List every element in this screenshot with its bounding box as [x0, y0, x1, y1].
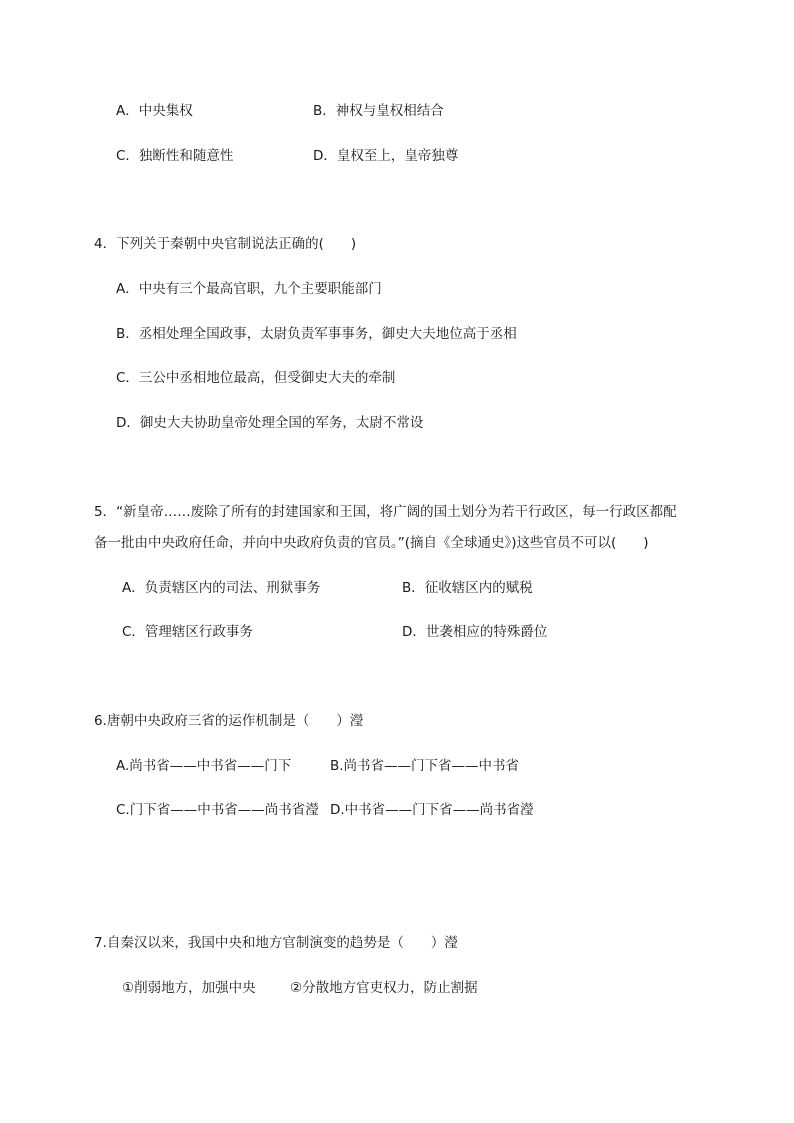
q5-option-a: A．负责辖区内的司法、刑狱事务 — [122, 580, 321, 596]
q5-stem-line2: 备一批由中央政府任命，并向中央政府负责的官员。”(摘自《全球通史》)这些官员不可以( ) — [94, 535, 649, 551]
q3-option-a: A．中央集权 — [116, 103, 193, 119]
q4-option-c: C．三公中丞相地位最高，但受御史大夫的牵制 — [116, 370, 396, 386]
q7-item-1: ①削弱地方，加强中央 — [122, 980, 256, 996]
q5-option-b: B．征收辖区内的赋税 — [402, 580, 533, 596]
q3-option-c: C．独断性和随意性 — [116, 148, 234, 164]
q6-option-a: A.尚书省——中书省——门下 — [116, 758, 292, 774]
q6-option-b: B.尚书省——门下省——中书省 — [330, 758, 520, 774]
q6-option-d: D.中书省——门下省——尚书省瀅 — [330, 802, 534, 818]
q7-item-2: ②分散地方官吏权力，防止割据 — [290, 980, 478, 996]
q6-stem: 6.唐朝中央政府三省的运作机制是（ ）瀅 — [94, 713, 364, 729]
q5-option-d: D．世袭相应的特殊爵位 — [402, 624, 548, 640]
q4-option-a: A．中央有三个最高官职，九个主要职能部门 — [116, 281, 382, 297]
q5-stem-line1: 5．“新皇帝……废除了所有的封建国家和王国，将广阔的国土划分为若干行政区，每一行政区都配 — [94, 504, 677, 520]
q4-stem: 4．下列关于秦朝中央官制说法正确的( ) — [94, 236, 357, 252]
q3-option-b: B．神权与皇权相结合 — [313, 103, 444, 119]
q3-option-d: D．皇权至上，皇帝独尊 — [313, 148, 459, 164]
q4-option-b: B．丞相处理全国政事，太尉负责军事事务，御史大夫地位高于丞相 — [116, 326, 517, 342]
q6-option-c: C.门下省——中书省——尚书省瀅 — [116, 802, 319, 818]
q4-option-d: D．御史大夫协助皇帝处理全国的军务，太尉不常设 — [116, 415, 424, 431]
q7-stem: 7.自秦汉以来，我国中央和地方官制演变的趋势是（ ）瀅 — [94, 935, 458, 951]
q5-option-c: C．管理辖区行政事务 — [122, 624, 253, 640]
